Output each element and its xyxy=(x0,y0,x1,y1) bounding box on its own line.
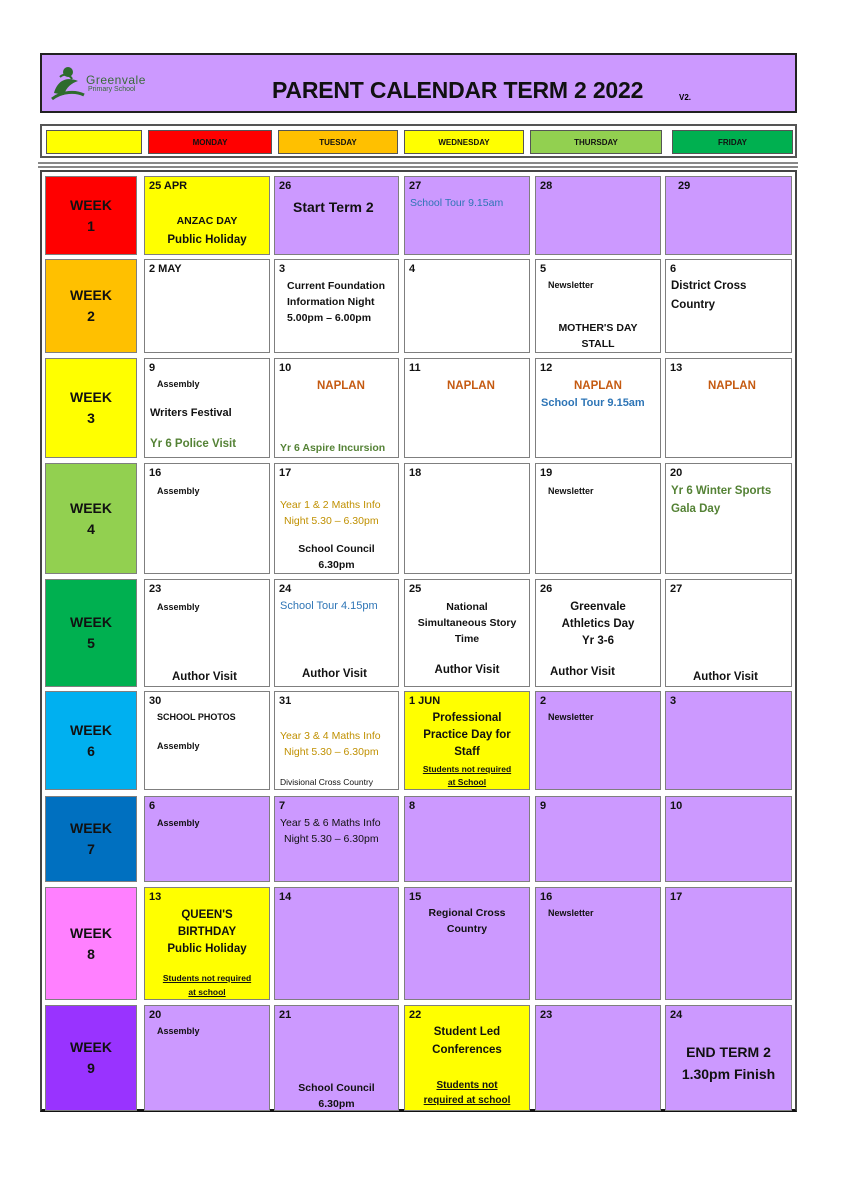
event-mothers-day-stall: STALL xyxy=(581,338,615,350)
event-athletics-day: Yr 3-6 xyxy=(582,635,614,647)
week-label-text: WEEK xyxy=(70,820,112,836)
day-cell xyxy=(144,579,270,687)
day-cell xyxy=(274,463,399,574)
day-cell xyxy=(404,691,530,790)
event-end-term-finish: 1.30pm Finish xyxy=(681,1066,776,1082)
event-start-term: Start Term 2 xyxy=(293,199,374,215)
logo-text xyxy=(86,74,146,93)
event-winter-sports: Yr 6 Winter Sports xyxy=(671,485,772,497)
day-cell xyxy=(144,887,270,1000)
date-label: 18 xyxy=(409,467,422,479)
week-number: 7 xyxy=(87,841,95,857)
week-label xyxy=(45,1005,137,1111)
day-cell xyxy=(535,691,661,790)
note-students-not-required: Students not required xyxy=(422,764,512,774)
date-label: 20 xyxy=(149,1009,162,1021)
day-cell xyxy=(274,691,399,790)
weekday-monday: MONDAY xyxy=(148,130,272,154)
event-maths-info-night: Night 5.30 – 6.30pm xyxy=(284,833,379,845)
date-label: 22 xyxy=(409,1009,422,1021)
date-label: 29 xyxy=(678,180,691,192)
week-label-text: WEEK xyxy=(70,196,112,213)
event-author-visit: Author Visit xyxy=(693,671,758,683)
week-number: 2 xyxy=(87,308,95,324)
date-label: 5 xyxy=(540,263,547,275)
date-label: 9 xyxy=(149,362,156,374)
date-label: 27 xyxy=(670,583,683,595)
date-label: 17 xyxy=(670,891,683,903)
event-school-council: School Council xyxy=(298,543,375,555)
note-students-not-required: Students not xyxy=(436,1080,498,1091)
day-cell xyxy=(535,887,661,1000)
event-school-council: School Council xyxy=(298,1082,375,1094)
week-label xyxy=(45,463,137,574)
event-foundation-night: Current Foundation xyxy=(287,280,385,292)
date-label: 3 xyxy=(670,695,677,707)
date-label: 24 xyxy=(670,1009,683,1021)
divider-line xyxy=(38,162,798,164)
day-cell xyxy=(144,691,270,790)
week-label-text: WEEK xyxy=(70,287,112,303)
event-regional-cross-country: Regional Cross xyxy=(428,907,506,919)
event-foundation-night: Information Night xyxy=(287,296,375,308)
event-school-tour: School Tour 9.15am xyxy=(541,397,645,409)
day-cell xyxy=(535,796,661,882)
event-public-holiday: Public Holiday xyxy=(167,943,247,955)
date-label: 12 xyxy=(540,362,553,374)
event-assembly: Assembly xyxy=(157,1026,200,1036)
calendar-header xyxy=(40,53,797,113)
date-label: 28 xyxy=(540,180,553,192)
day-cell xyxy=(665,691,792,790)
weekday-tuesday: TUESDAY xyxy=(278,130,398,154)
date-label: 24 xyxy=(279,583,292,595)
day-cell xyxy=(535,579,661,687)
event-naplan: NAPLAN xyxy=(574,380,622,392)
week-label xyxy=(45,691,137,790)
date-label: 11 xyxy=(409,362,421,374)
week-number: 6 xyxy=(87,742,95,759)
date-label: 2 xyxy=(540,695,547,707)
day-cell xyxy=(404,579,530,687)
event-maths-info-night: Year 1 & 2 Maths Info xyxy=(280,499,381,511)
event-writers-festival: Writers Festival xyxy=(150,407,232,419)
event-police-visit: Yr 6 Police Visit xyxy=(150,438,237,450)
event-author-visit: Author Visit xyxy=(434,664,500,676)
event-newsletter: Newsletter xyxy=(548,486,594,496)
date-label: 26 xyxy=(279,180,292,192)
school-logo xyxy=(48,63,160,103)
week-label-text: WEEK xyxy=(70,614,112,630)
logo-school-subtitle: Primary School xyxy=(88,86,136,93)
day-cell xyxy=(404,358,530,458)
date-label: 6 xyxy=(670,263,677,275)
date-label: 20 xyxy=(670,467,683,479)
event-naplan: NAPLAN xyxy=(708,380,756,392)
week-label-text: WEEK xyxy=(70,1039,112,1055)
date-label: 23 xyxy=(540,1009,553,1021)
day-cell xyxy=(144,176,270,255)
day-cell xyxy=(404,887,530,1000)
event-assembly: Assembly xyxy=(157,818,200,828)
week-number: 4 xyxy=(87,520,95,537)
logo-emblem-icon xyxy=(48,63,88,103)
event-author-visit: Author Visit xyxy=(302,668,367,680)
date-label: 27 xyxy=(409,180,422,192)
date-label: 25 xyxy=(409,583,422,595)
logo-school-name: Greenvale xyxy=(86,73,146,87)
page-title: PARENT CALENDAR TERM 2 2022 xyxy=(272,77,644,103)
day-cell xyxy=(665,358,792,458)
day-cell xyxy=(665,579,792,687)
week-number: 3 xyxy=(87,410,95,426)
day-cell xyxy=(535,358,661,458)
date-label: 23 xyxy=(149,583,162,595)
note-students-not-required: at school xyxy=(188,987,226,997)
event-school-council-time: 6.30pm xyxy=(318,1098,355,1110)
event-naplan: NAPLAN xyxy=(317,380,365,392)
day-cell xyxy=(535,259,661,353)
event-author-visit: Author Visit xyxy=(172,671,237,683)
date-label: 14 xyxy=(279,891,292,903)
day-cell xyxy=(274,176,399,255)
date-label: 19 xyxy=(540,467,553,479)
event-foundation-night-time: 5.00pm – 6.00pm xyxy=(287,312,372,324)
date-label: 10 xyxy=(279,362,292,374)
day-cell xyxy=(404,1005,530,1111)
date-label: 16 xyxy=(540,891,553,903)
event-assembly: Assembly xyxy=(157,379,200,389)
week-label xyxy=(45,796,137,882)
event-maths-info-night: Year 5 & 6 Maths Info xyxy=(280,817,381,829)
weekday-blank xyxy=(46,130,142,154)
event-student-led-conferences: Student Led xyxy=(433,1026,501,1038)
event-mothers-day-stall: MOTHER'S DAY xyxy=(558,322,638,334)
weekday-thursday: THURSDAY xyxy=(530,130,662,154)
event-maths-info-night: Night 5.30 – 6.30pm xyxy=(284,746,379,758)
day-cell xyxy=(144,796,270,882)
event-assembly: Assembly xyxy=(157,602,200,612)
event-school-council-time: 6.30pm xyxy=(318,559,355,571)
event-maths-info-night: Year 3 & 4 Maths Info xyxy=(280,730,381,742)
event-student-led-conferences: Conferences xyxy=(432,1044,502,1056)
event-end-term: END TERM 2 xyxy=(686,1044,771,1060)
day-cell xyxy=(665,796,792,882)
week-label xyxy=(45,887,137,1000)
day-cell xyxy=(274,358,399,458)
event-national-story-time: National xyxy=(446,601,488,613)
event-maths-info-night: Night 5.30 – 6.30pm xyxy=(284,515,379,527)
date-label: 15 xyxy=(409,891,422,903)
day-cell xyxy=(665,1005,792,1111)
week-number: 8 xyxy=(87,945,95,962)
day-cell xyxy=(274,796,399,882)
date-label: 13 xyxy=(670,362,683,374)
date-label: 31 xyxy=(279,695,292,707)
event-naplan: NAPLAN xyxy=(447,380,495,392)
event-divisional-cross-country: Divisional Cross Country xyxy=(280,777,374,787)
event-district-cross-country: District Cross xyxy=(671,280,747,292)
date-label: 21 xyxy=(279,1009,292,1021)
week-label xyxy=(45,358,137,458)
divider-line xyxy=(38,166,798,168)
day-cell xyxy=(404,176,530,255)
date-label: 10 xyxy=(670,800,683,812)
day-cell xyxy=(665,463,792,574)
event-public-holiday: Public Holiday xyxy=(167,234,247,246)
date-label: 13 xyxy=(149,891,162,903)
date-label: 2 MAY xyxy=(149,263,182,275)
event-anzac-day: ANZAC DAY xyxy=(176,215,238,227)
week-label-text: WEEK xyxy=(70,499,112,516)
week-label xyxy=(45,579,137,687)
day-cell xyxy=(535,176,661,255)
event-assembly: Assembly xyxy=(157,741,200,751)
event-author-visit: Author Visit xyxy=(550,666,615,678)
note-students-not-required: Students not required xyxy=(162,973,252,983)
day-cell xyxy=(404,796,530,882)
event-national-story-time: Time xyxy=(454,633,480,645)
day-cell xyxy=(274,887,399,1000)
event-queens-birthday: QUEEN'S xyxy=(181,909,233,921)
day-cell xyxy=(535,463,661,574)
day-cell xyxy=(535,1005,661,1111)
week-number: 9 xyxy=(87,1060,95,1076)
day-cell xyxy=(665,176,792,255)
event-athletics-day: Athletics Day xyxy=(561,618,635,630)
day-cell xyxy=(144,259,270,353)
date-label: 6 xyxy=(149,800,156,812)
note-students-not-required: required at school xyxy=(423,1095,511,1106)
day-cell xyxy=(404,259,530,353)
date-label: 16 xyxy=(149,467,162,479)
event-newsletter: Newsletter xyxy=(548,712,594,722)
day-cell xyxy=(144,358,270,458)
date-label: 7 xyxy=(279,800,286,812)
date-label: 17 xyxy=(279,467,292,479)
event-school-tour: School Tour 9.15am xyxy=(410,197,504,209)
day-cell xyxy=(665,259,792,353)
date-label: 3 xyxy=(279,263,286,275)
event-professional-practice-day: Staff xyxy=(454,746,480,758)
week-number: 5 xyxy=(87,635,95,651)
day-cell xyxy=(274,579,399,687)
date-label: 26 xyxy=(540,583,553,595)
event-gala-day: Gala Day xyxy=(671,503,721,515)
date-label: 9 xyxy=(540,800,547,812)
week-label xyxy=(45,176,137,255)
event-newsletter: Newsletter xyxy=(548,280,594,290)
event-school-tour: School Tour 4.15pm xyxy=(280,600,378,612)
event-athletics-day: Greenvale xyxy=(570,601,626,613)
week-label-text: WEEK xyxy=(70,721,112,738)
week-label xyxy=(45,259,137,353)
date-label: 4 xyxy=(409,263,416,275)
week-label-text: WEEK xyxy=(70,924,112,941)
week-number: 1 xyxy=(87,217,95,234)
day-cell xyxy=(665,887,792,1000)
day-cell xyxy=(144,463,270,574)
event-assembly: Assembly xyxy=(157,486,200,496)
version-label: V2. xyxy=(679,93,692,102)
weekday-friday: FRIDAY xyxy=(672,130,793,154)
date-label: 1 JUN xyxy=(409,695,441,707)
week-label-text: WEEK xyxy=(70,389,112,405)
event-regional-cross-country: Country xyxy=(446,923,488,935)
note-students-not-required: at School xyxy=(447,777,487,787)
event-district-cross-country: Country xyxy=(671,299,716,311)
day-cell xyxy=(274,1005,399,1111)
day-cell xyxy=(274,259,399,353)
day-cell xyxy=(404,463,530,574)
date-label: 8 xyxy=(409,800,416,812)
event-school-photos: SCHOOL PHOTOS xyxy=(157,712,236,722)
event-newsletter: Newsletter xyxy=(548,908,594,918)
date-label: 30 xyxy=(149,695,162,707)
weekday-header-row xyxy=(40,124,797,158)
weekday-wednesday: WEDNESDAY xyxy=(404,130,524,154)
event-queens-birthday: BIRTHDAY xyxy=(177,926,237,938)
event-national-story-time: Simultaneous Story xyxy=(417,617,517,629)
event-professional-practice-day: Professional xyxy=(432,712,502,724)
date-label: 25 APR xyxy=(149,180,188,192)
event-aspire-incursion: Yr 6 Aspire Incursion xyxy=(280,442,386,454)
event-professional-practice-day: Practice Day for xyxy=(423,729,511,741)
day-cell xyxy=(144,1005,270,1111)
